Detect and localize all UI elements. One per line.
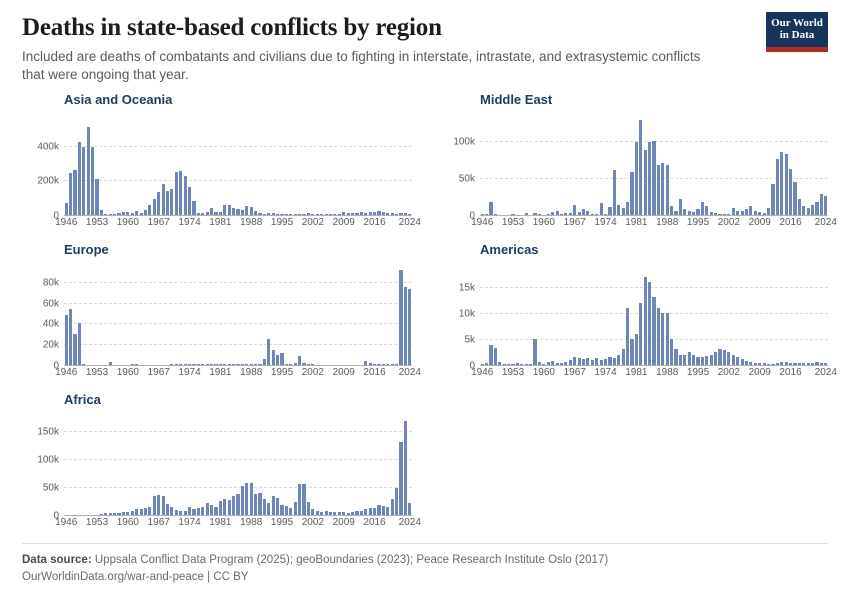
bar[interactable] — [382, 506, 385, 515]
bar-series — [64, 111, 412, 215]
bar[interactable] — [373, 508, 376, 515]
bar[interactable] — [630, 339, 633, 365]
bar[interactable] — [710, 355, 713, 365]
bar[interactable] — [298, 484, 301, 515]
y-axis-tick-label: 40k — [42, 318, 59, 330]
x-axis-tick-label: 2016 — [779, 217, 802, 228]
footer-link[interactable]: OurWorldinData.org/war-and-peace | CC BY — [22, 570, 249, 583]
bar[interactable] — [767, 208, 770, 215]
bar[interactable] — [489, 345, 492, 365]
x-axis-tick-label: 1974 — [594, 367, 617, 378]
x-axis-tick-label: 2024 — [814, 367, 837, 378]
x-axis-tick-label: 1974 — [178, 517, 201, 528]
data-source-label: Data source: — [22, 553, 92, 566]
bar[interactable] — [285, 506, 288, 515]
bar[interactable] — [727, 352, 730, 365]
bar[interactable] — [652, 297, 655, 365]
bar[interactable] — [144, 508, 147, 515]
bar[interactable] — [206, 503, 209, 515]
x-axis-tick-label: 1988 — [240, 517, 263, 528]
bar[interactable] — [73, 170, 76, 215]
x-axis-tick-label: 2009 — [748, 217, 771, 228]
panel-title: Europe — [64, 242, 109, 257]
bar[interactable] — [228, 500, 231, 515]
x-axis-tick-label: 1946 — [471, 217, 494, 228]
bar[interactable] — [232, 208, 235, 215]
bar[interactable] — [210, 208, 213, 215]
x-axis — [55, 215, 421, 237]
bar[interactable] — [639, 120, 642, 215]
panel-europe — [22, 242, 421, 388]
bar[interactable] — [622, 208, 625, 215]
data-source-line — [22, 552, 828, 569]
x-axis-tick-label: 2024 — [398, 217, 421, 228]
bar[interactable] — [377, 505, 380, 515]
y-axis-tick-label: 5k — [464, 334, 475, 346]
bar[interactable] — [802, 206, 805, 215]
bar[interactable] — [718, 349, 721, 365]
bar[interactable] — [644, 277, 647, 365]
x-axis-tick-label: 1974 — [178, 217, 201, 228]
bar[interactable] — [798, 199, 801, 215]
bar[interactable] — [258, 493, 261, 515]
bar[interactable] — [692, 355, 695, 365]
bar[interactable] — [771, 184, 774, 215]
x-axis-tick-label: 1960 — [116, 517, 139, 528]
bar[interactable] — [87, 127, 90, 215]
bar[interactable] — [666, 165, 669, 216]
footer — [22, 543, 828, 587]
owid-logo[interactable] — [766, 12, 828, 52]
bar[interactable] — [404, 287, 407, 365]
x-axis-tick-label: 1974 — [594, 217, 617, 228]
bar[interactable] — [236, 494, 239, 515]
page-subtitle: Included are deaths of combatants and civilians due to fighting in interstate, intrastate, and extrasystemic conflicts that were ongoing that year. — [22, 48, 701, 82]
y-axis-tick-label: 10k — [458, 308, 475, 320]
bar-series — [64, 411, 412, 515]
bar[interactable] — [214, 507, 217, 515]
x-axis-tick-label: 2016 — [363, 517, 386, 528]
bar[interactable] — [399, 270, 402, 365]
bar[interactable] — [65, 315, 68, 365]
bar[interactable] — [95, 179, 98, 215]
bar[interactable] — [661, 163, 664, 215]
bar[interactable] — [157, 495, 160, 515]
bar[interactable] — [78, 142, 81, 215]
bar[interactable] — [369, 508, 372, 515]
bar[interactable] — [811, 205, 814, 215]
x-axis-tick-label: 1995 — [270, 367, 294, 378]
bar[interactable] — [386, 507, 389, 515]
panel-grid — [22, 92, 837, 532]
bar[interactable] — [307, 502, 310, 515]
bar[interactable] — [617, 205, 620, 215]
bar[interactable] — [824, 196, 827, 215]
bar[interactable] — [533, 339, 536, 365]
bar[interactable] — [723, 350, 726, 365]
bar[interactable] — [73, 334, 76, 365]
logo-line-2: in Data — [779, 28, 815, 41]
bar[interactable] — [705, 356, 708, 365]
x-axis-tick-label: 2009 — [332, 217, 355, 228]
bar[interactable] — [648, 282, 651, 365]
bar[interactable] — [688, 352, 691, 365]
bar[interactable] — [175, 172, 178, 215]
bar[interactable] — [65, 203, 68, 215]
bar[interactable] — [245, 206, 248, 215]
x-axis-tick-label: 1981 — [625, 367, 648, 378]
x-axis-tick-label: 2009 — [332, 367, 355, 378]
bar[interactable] — [608, 207, 611, 215]
bar[interactable] — [626, 202, 629, 215]
x-axis-tick-label: 1974 — [178, 367, 201, 378]
bar[interactable] — [494, 348, 497, 365]
bar[interactable] — [578, 358, 581, 365]
x-axis-tick-label: 1995 — [686, 367, 710, 378]
bar[interactable] — [683, 355, 686, 365]
bar[interactable] — [780, 152, 783, 215]
y-axis-tick-label: 20k — [42, 339, 59, 351]
bar[interactable] — [223, 205, 226, 215]
bar[interactable] — [188, 507, 191, 515]
bar[interactable] — [670, 206, 673, 215]
bar[interactable] — [170, 189, 173, 215]
bar[interactable] — [630, 172, 633, 215]
bar[interactable] — [267, 503, 270, 515]
bar[interactable] — [714, 352, 717, 365]
x-axis-tick-label: 1946 — [55, 517, 78, 528]
axis-area — [42, 261, 412, 372]
x-axis-tick-label: 1995 — [270, 517, 294, 528]
x-axis-tick-label: 2024 — [814, 217, 837, 228]
bar[interactable] — [789, 169, 792, 215]
bar[interactable] — [219, 501, 222, 515]
x-axis-tick-label: 2009 — [332, 517, 355, 528]
bar[interactable] — [807, 208, 810, 215]
plot-area — [22, 111, 421, 237]
x-axis-tick-label: 1995 — [686, 217, 710, 228]
bar[interactable] — [298, 356, 301, 365]
bar[interactable] — [608, 357, 611, 365]
panel-americas — [438, 242, 837, 388]
x-axis-tick-label: 2002 — [301, 367, 324, 378]
bar[interactable] — [272, 496, 275, 515]
x-axis-tick-label: 1953 — [85, 217, 109, 228]
bar[interactable] — [184, 176, 187, 215]
y-axis-tick-label: 150k — [37, 426, 59, 438]
panel-title: Middle East — [480, 92, 553, 107]
panel-asia-and-oceania — [22, 92, 421, 238]
panel-title: Asia and Oceania — [64, 92, 173, 107]
bar[interactable] — [302, 484, 305, 515]
plot-area — [22, 261, 421, 387]
bar[interactable] — [573, 357, 576, 365]
bar[interactable] — [166, 191, 169, 215]
bar[interactable] — [250, 207, 253, 215]
bar[interactable] — [192, 201, 195, 215]
y-axis-tick-label: 50k — [42, 482, 59, 494]
bar[interactable] — [148, 205, 151, 215]
bar[interactable] — [679, 355, 682, 365]
x-axis-tick-label: 1988 — [656, 367, 679, 378]
x-axis — [471, 215, 837, 237]
bar[interactable] — [294, 502, 297, 515]
x-axis-tick-label: 2002 — [301, 217, 324, 228]
bar[interactable] — [263, 499, 266, 515]
bar[interactable] — [399, 442, 402, 515]
bar[interactable] — [679, 199, 682, 215]
bar[interactable] — [820, 194, 823, 215]
x-axis-tick-label: 2002 — [301, 517, 324, 528]
y-axis-tick-label: 0 — [469, 210, 475, 222]
bar-series — [64, 261, 412, 365]
x-axis-tick-label: 2002 — [717, 217, 740, 228]
x-axis-tick-label: 1960 — [116, 217, 139, 228]
bar[interactable] — [267, 339, 270, 365]
bar[interactable] — [254, 494, 257, 515]
bar[interactable] — [276, 355, 279, 365]
bar[interactable] — [600, 203, 603, 215]
x-axis-tick-label: 1946 — [55, 367, 78, 378]
x-axis — [55, 515, 421, 537]
plot-area — [22, 411, 421, 537]
bar[interactable] — [639, 303, 642, 365]
bar[interactable] — [595, 358, 598, 365]
bar[interactable] — [674, 349, 677, 365]
data-source-text: Uppsala Conflict Data Program (2025); geoBoundaries (2023); Peace Research Institute Oslo (2017) — [94, 553, 609, 566]
x-axis-tick-label: 1988 — [240, 367, 263, 378]
bar[interactable] — [289, 508, 292, 515]
x-axis-tick-label: 1967 — [563, 367, 586, 378]
bar[interactable] — [91, 147, 94, 215]
bar[interactable] — [280, 505, 283, 515]
bar[interactable] — [670, 339, 673, 365]
bar[interactable] — [626, 308, 629, 365]
x-axis — [471, 365, 837, 387]
bar[interactable] — [408, 289, 411, 365]
x-axis-tick-label: 2016 — [779, 367, 802, 378]
x-axis-tick-label: 1967 — [147, 217, 170, 228]
bar[interactable] — [736, 357, 739, 365]
bar[interactable] — [732, 355, 735, 365]
y-axis-tick-label: 0 — [469, 360, 475, 372]
panel-middle-east — [438, 92, 837, 238]
bar[interactable] — [170, 507, 173, 515]
bar-series — [480, 111, 828, 215]
y-axis-tick-label: 50k — [458, 173, 475, 185]
bar[interactable] — [666, 313, 669, 365]
y-axis-tick-label: 200k — [37, 175, 59, 187]
bar[interactable] — [776, 159, 779, 215]
bar[interactable] — [276, 498, 279, 515]
x-axis-tick-label: 2002 — [717, 367, 740, 378]
bar[interactable] — [197, 508, 200, 515]
bar-series — [480, 261, 828, 365]
bar[interactable] — [613, 170, 616, 215]
x-axis-tick-label: 1946 — [55, 217, 78, 228]
bar[interactable] — [749, 206, 752, 215]
bar[interactable] — [395, 488, 398, 515]
bar[interactable] — [657, 308, 660, 365]
x-axis-tick-label: 1960 — [532, 367, 555, 378]
bar[interactable] — [785, 154, 788, 215]
x-axis — [55, 365, 421, 387]
axis-area — [453, 111, 828, 222]
x-axis-tick-label: 2024 — [398, 367, 421, 378]
bar[interactable] — [153, 496, 156, 515]
bar[interactable] — [648, 142, 651, 215]
bar[interactable] — [815, 202, 818, 215]
y-axis-tick-label: 0 — [53, 210, 59, 222]
bar[interactable] — [82, 147, 85, 215]
x-axis-tick-label: 1953 — [501, 367, 525, 378]
bar[interactable] — [272, 350, 275, 365]
x-axis-tick-label: 1981 — [209, 367, 232, 378]
x-axis-tick-label: 1967 — [147, 367, 170, 378]
bar[interactable] — [250, 483, 253, 515]
bar[interactable] — [657, 165, 660, 216]
y-axis-tick-label: 60k — [42, 298, 59, 310]
y-axis-tick-label: 0 — [53, 360, 59, 372]
x-axis-tick-label: 1953 — [85, 367, 109, 378]
bar[interactable] — [391, 499, 394, 515]
panel-africa — [22, 392, 421, 538]
y-axis-tick-label: 0 — [53, 510, 59, 522]
bar[interactable] — [166, 504, 169, 515]
bar[interactable] — [489, 202, 492, 215]
bar[interactable] — [78, 323, 81, 365]
bar[interactable] — [661, 313, 664, 365]
bar[interactable] — [622, 349, 625, 365]
x-axis-tick-label: 2009 — [748, 367, 771, 378]
bar[interactable] — [701, 202, 704, 215]
bar[interactable] — [635, 142, 638, 215]
x-axis-tick-label: 1988 — [656, 217, 679, 228]
x-axis-tick-label: 1981 — [209, 517, 232, 528]
bar[interactable] — [228, 205, 231, 215]
bar[interactable] — [404, 421, 407, 515]
bar[interactable] — [153, 199, 156, 215]
bar[interactable] — [696, 357, 699, 365]
x-axis-tick-label: 1981 — [625, 217, 648, 228]
bar[interactable] — [408, 503, 411, 515]
bar[interactable] — [201, 507, 204, 515]
bar[interactable] — [644, 150, 647, 215]
bar[interactable] — [732, 208, 735, 215]
bar[interactable] — [210, 505, 213, 515]
logo-line-1: Our World — [771, 16, 823, 29]
bar[interactable] — [69, 309, 72, 365]
y-axis-tick-label: 400k — [37, 141, 59, 153]
bar[interactable] — [586, 358, 589, 365]
bar[interactable] — [179, 171, 182, 215]
page-title: Deaths in state-based conflicts by region — [22, 14, 442, 41]
x-axis-tick-label: 1981 — [209, 217, 232, 228]
y-axis-tick-label: 80k — [42, 277, 59, 289]
bar[interactable] — [69, 173, 72, 215]
bar[interactable] — [162, 496, 165, 515]
x-axis-tick-label: 1960 — [116, 367, 139, 378]
bar[interactable] — [701, 357, 704, 365]
panel-title: Africa — [64, 392, 101, 407]
x-axis-tick-label: 1995 — [270, 217, 294, 228]
bar[interactable] — [793, 182, 796, 215]
bar[interactable] — [232, 496, 235, 515]
bar[interactable] — [617, 355, 620, 365]
bar[interactable] — [223, 499, 226, 515]
plot-area — [438, 111, 837, 237]
plot-area — [438, 261, 837, 387]
x-axis-tick-label: 1953 — [85, 517, 109, 528]
bar[interactable] — [635, 334, 638, 365]
axis-area — [37, 111, 412, 222]
bar[interactable] — [241, 486, 244, 515]
x-axis-tick-label: 1953 — [501, 217, 525, 228]
bar[interactable] — [148, 507, 151, 515]
x-axis-tick-label: 2016 — [363, 367, 386, 378]
bar[interactable] — [705, 206, 708, 215]
y-axis-tick-label: 100k — [453, 136, 475, 148]
axis-area — [458, 261, 828, 372]
x-axis-tick-label: 1967 — [563, 217, 586, 228]
panel-title: Americas — [480, 242, 539, 257]
bar[interactable] — [613, 358, 616, 365]
x-axis-tick-label: 2016 — [363, 217, 386, 228]
x-axis-tick-label: 1988 — [240, 217, 263, 228]
x-axis-tick-label: 1960 — [532, 217, 555, 228]
bar[interactable] — [162, 184, 165, 215]
bar[interactable] — [157, 192, 160, 215]
bar[interactable] — [245, 483, 248, 515]
bar[interactable] — [188, 187, 191, 215]
x-axis-tick-label: 1967 — [147, 517, 170, 528]
y-axis-tick-label: 15k — [458, 282, 475, 294]
bar[interactable] — [573, 205, 576, 215]
x-axis-tick-label: 2024 — [398, 517, 421, 528]
bar[interactable] — [652, 141, 655, 215]
x-axis-tick-label: 1946 — [471, 367, 494, 378]
bar[interactable] — [280, 353, 283, 365]
axis-area — [37, 411, 412, 522]
y-axis-tick-label: 100k — [37, 454, 59, 466]
